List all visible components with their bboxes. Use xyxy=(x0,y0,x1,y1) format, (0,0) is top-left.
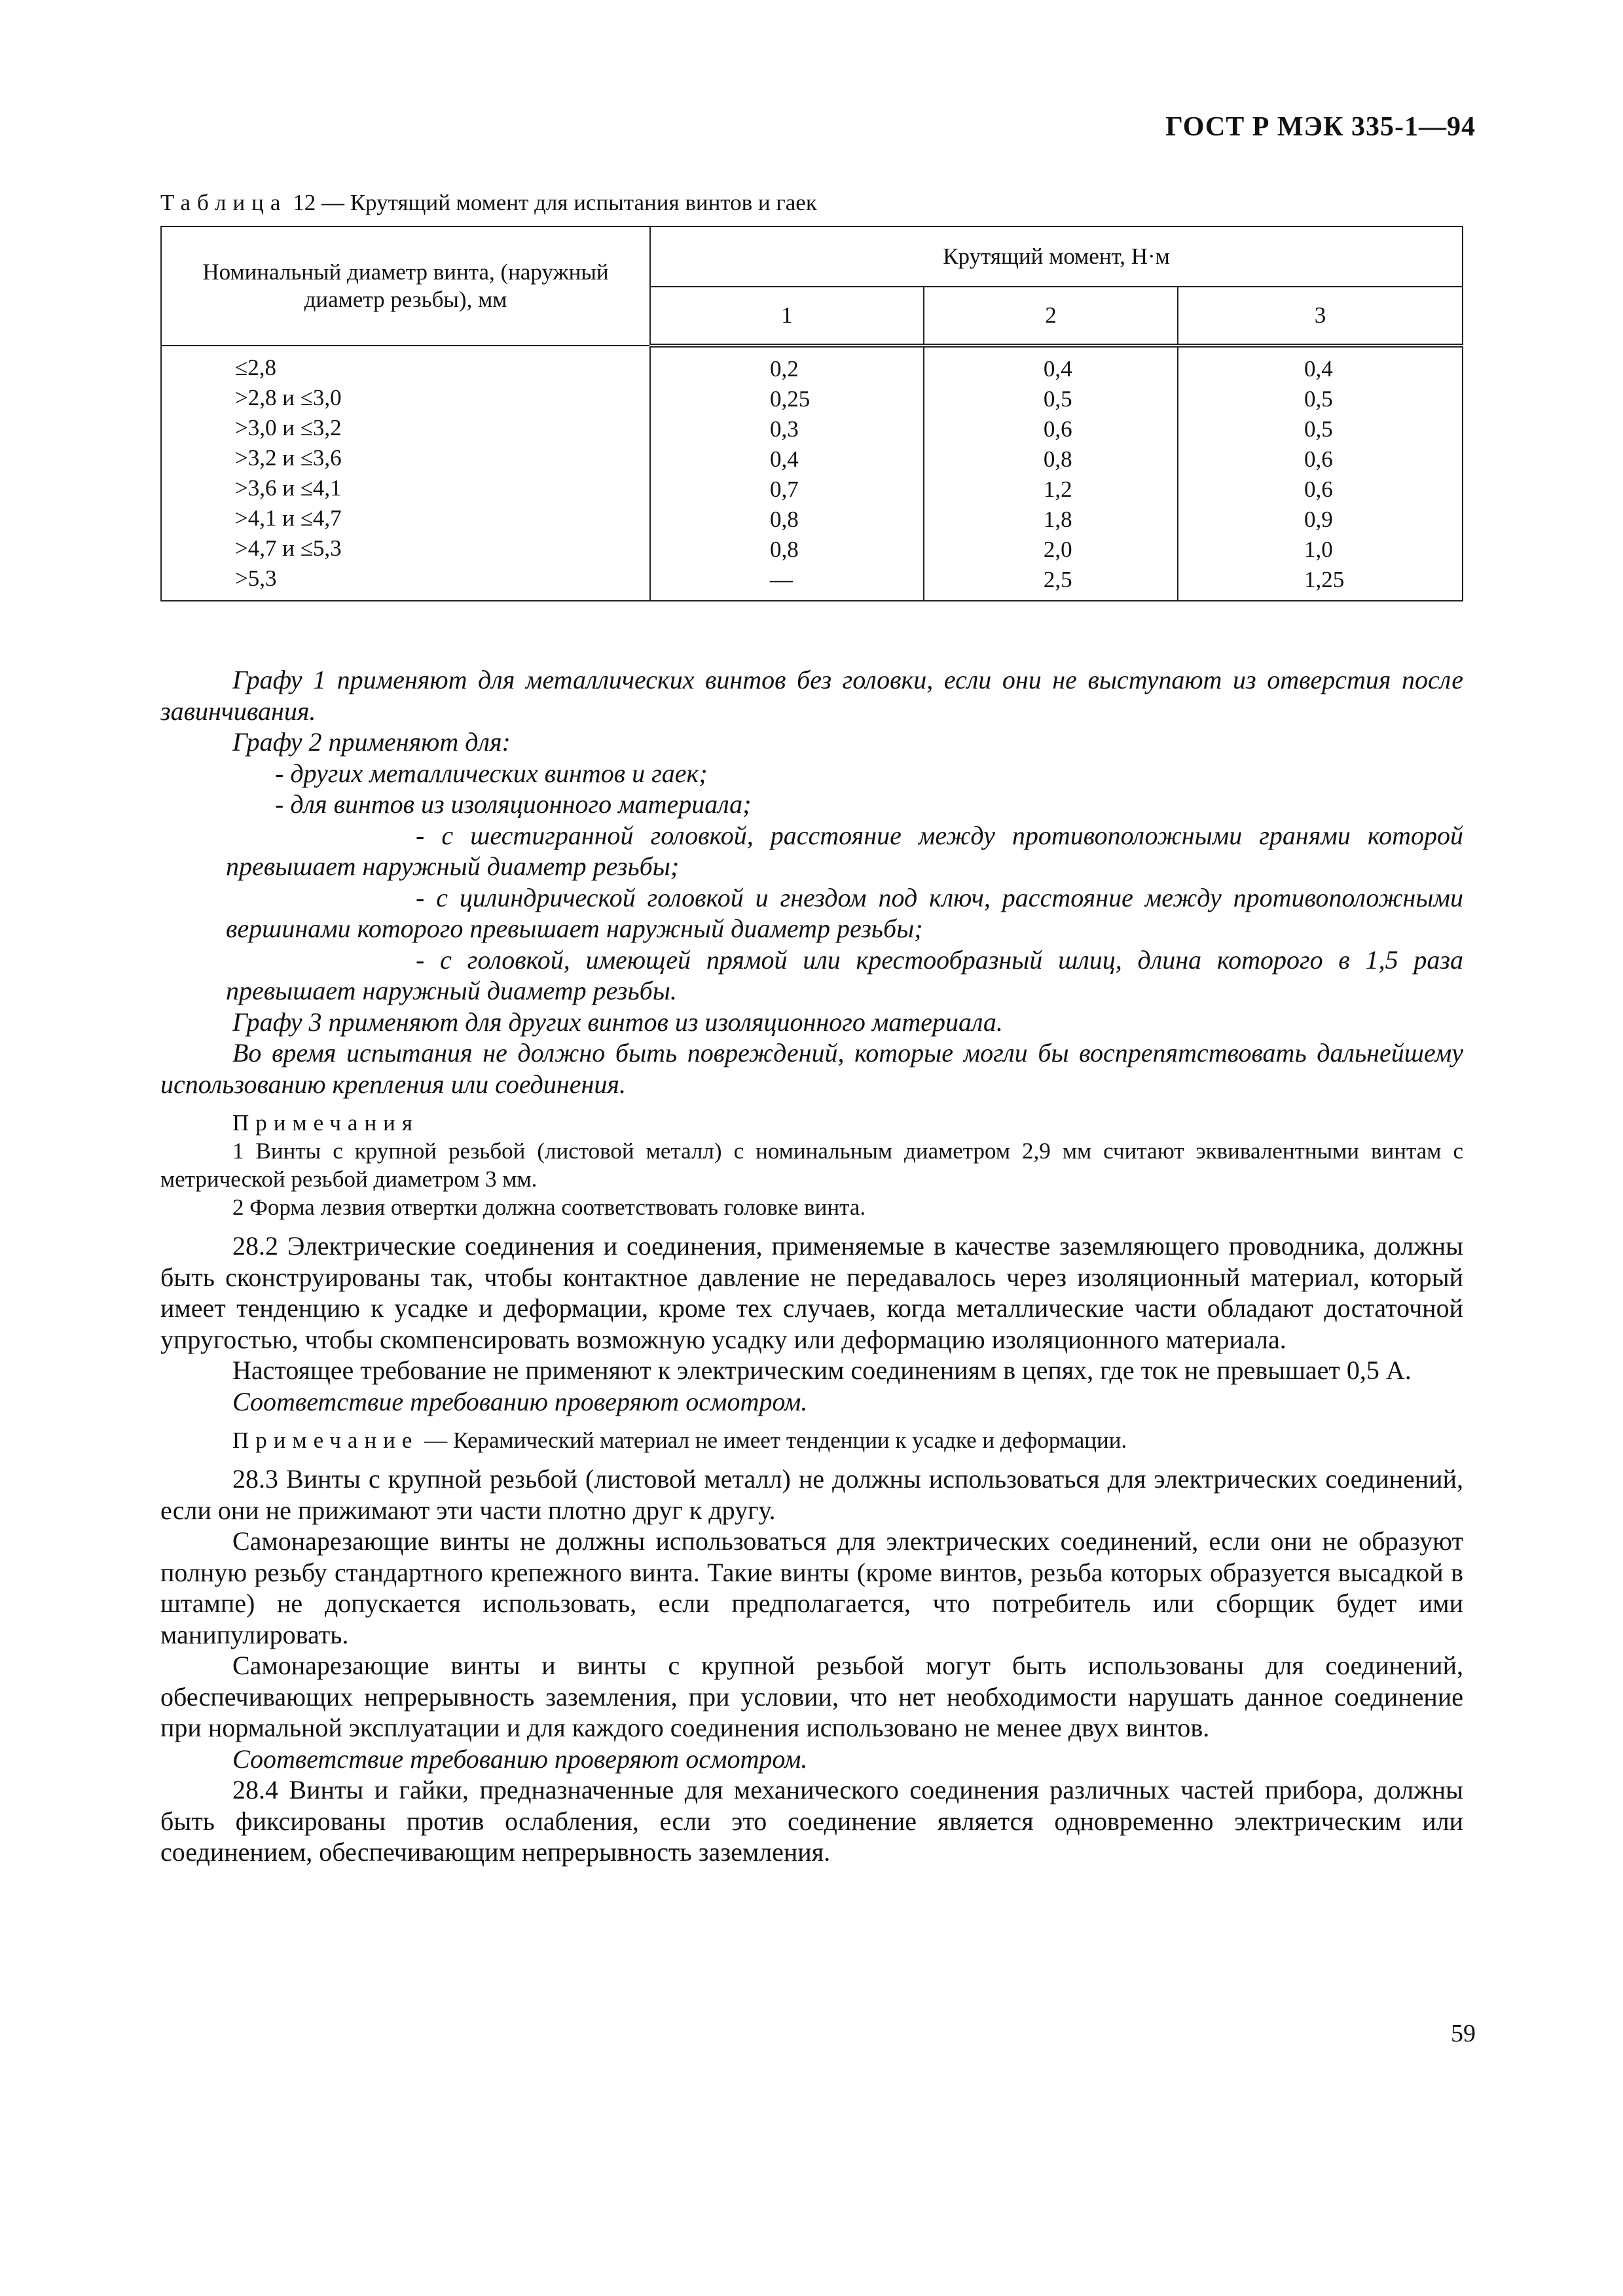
list-item: - с цилиндрической головкой и гнездом под ключ, расстояние между противоположными вершинами которого превышает наружный диаметр резьбы; xyxy=(226,882,1463,943)
torque-column-2 xyxy=(924,346,1178,601)
table-body-row xyxy=(161,346,1463,601)
column-header-torque: Крутящий момент, Н·м xyxy=(650,226,1463,287)
note: 2 Форма лезвия отвертки должна соответствовать головке винта. xyxy=(232,1194,866,1220)
body-text xyxy=(160,664,1463,1868)
paragraph: Соответствие требованию проверяют осмотром. xyxy=(232,1386,808,1416)
table-cell: >4,1 и ≤4,7 xyxy=(235,505,342,531)
table-cell: 1,0 xyxy=(1304,537,1333,562)
document-header: ГОСТ Р МЭК 335-1—94 xyxy=(1165,112,1476,142)
torque-table xyxy=(160,226,1463,601)
note xyxy=(160,1426,1463,1454)
table-cell: ≤2,8 xyxy=(235,355,276,380)
table-cell: 2,5 xyxy=(1043,567,1072,592)
list-item: - других металлических винтов и гаек; xyxy=(275,758,708,788)
table-caption xyxy=(160,190,817,216)
table-caption-title: 12 — Крутящий момент для испытания винтов и гаек xyxy=(293,190,817,215)
notes-title: Примечания xyxy=(232,1110,420,1136)
table-cell: 0,25 xyxy=(770,386,811,412)
list-item: - с головкой, имеющей прямой или крестообразный шлиц, длина которого в 1,5 раза превышает наружный диаметр резьбы. xyxy=(226,944,1463,1005)
table-cell: 0,4 xyxy=(1043,356,1072,382)
table-caption-label: Таблица xyxy=(160,190,287,215)
table-cell: 0,6 xyxy=(1043,416,1072,442)
list-item: - с шестигранной головкой, расстояние между противоположными гранями которой превышает наружный диаметр резьбы; xyxy=(226,820,1463,881)
paragraph: Соответствие требованию проверяют осмотром. xyxy=(232,1744,808,1774)
table-cell: 0,7 xyxy=(770,476,799,502)
table-cell: 0,8 xyxy=(770,537,799,562)
note-text: — Керамический материал не имеет тенденции к усадке и деформации. xyxy=(418,1427,1127,1453)
paragraph: Самонарезающие винты и винты с крупной резьбой могут быть использованы для соединений, обеспечивающих непрерывность заземления, при условии, что нет необходимости нарушать данное соединение при нормальной эксплуатации и для каждого соединения использовано не менее двух винтов. xyxy=(160,1651,1463,1742)
paragraph: Самонарезающие винты не должны использоваться для электрических соединений, если они не образуют полную резьбу стандартного крепежного винта. Такие винты (кроме винтов, резьба которых образуется высадкой в штампе) не допускается использовать, если предполагается, что потребитель или сборщик будет ими манипулировать. xyxy=(160,1526,1463,1649)
paragraph: 28.3 Винты с крупной резьбой (листовой металл) не должны использоваться для электрических соединений, если они не прижимают эти части плотно друг к другу. xyxy=(160,1464,1463,1525)
paragraph: 28.4 Винты и гайки, предназначенные для механического соединения различных частей прибора, должны быть фиксированы против ослабления, если это соединение является одновременно электрическим или соединением, обеспечивающим непрерывность заземления. xyxy=(160,1775,1463,1867)
table-cell: >3,2 и ≤3,6 xyxy=(235,445,342,471)
diameter-column xyxy=(161,346,650,601)
table-cell: 0,8 xyxy=(770,507,799,532)
table-cell: 0,2 xyxy=(770,356,799,382)
table-cell: 1,8 xyxy=(1043,507,1072,532)
paragraph: Настоящее требование не применяют к электрическим соединениям в цепях, где ток не превышает 0,5 А. xyxy=(232,1355,1412,1385)
table-cell: 1,25 xyxy=(1304,567,1345,592)
table-cell: 0,5 xyxy=(1043,386,1072,412)
paragraph: Во время испытания не должно быть повреждений, которые могли бы воспрепятствовать дальнейшему использованию крепления или соединения. xyxy=(160,1038,1463,1099)
table-cell: — xyxy=(770,567,793,592)
paragraph: Графу 2 применяют для: xyxy=(232,727,511,757)
column-header-diameter: Номинальный диаметр винта, (наружный диаметр резьбы), мм xyxy=(161,226,650,346)
table-cell: 0,4 xyxy=(770,446,799,472)
table-cell: >5,3 xyxy=(235,565,277,591)
paragraph: Графу 3 применяют для других винтов из изоляционного материала. xyxy=(232,1007,1003,1037)
table-cell: 1,2 xyxy=(1043,476,1072,502)
torque-column-1 xyxy=(650,346,924,601)
page-number: 59 xyxy=(1451,2020,1476,2047)
paragraph: 28.2 Электрические соединения и соединения, применяемые в качестве заземляющего проводника, должны быть сконструированы так, чтобы контактное давление не передавалось через изоляционный материал, который имеет тенденцию к усадке и деформации, кроме тех случаев, когда металлические части обладают достаточной упругостью, чтобы скомпенсировать возможную усадку или деформацию изоляционного материала. xyxy=(160,1231,1463,1354)
table-cell: 2,0 xyxy=(1043,537,1072,562)
note-label: Примечание xyxy=(232,1427,419,1453)
table-cell: 0,5 xyxy=(1304,416,1333,442)
table-cell: >4,7 и ≤5,3 xyxy=(235,535,342,561)
table-cell: 0,8 xyxy=(1043,446,1072,472)
table-cell: >3,0 и ≤3,2 xyxy=(235,415,342,440)
table-cell: 0,6 xyxy=(1304,446,1333,472)
note: 1 Винты с крупной резьбой (листовой металл) с номинальным диаметром 2,9 мм считают эквивалентными винтам с метрической резьбой диаметром 3 мм. xyxy=(160,1138,1463,1192)
table-cell: 0,6 xyxy=(1304,476,1333,502)
column-number-1: 1 xyxy=(650,287,924,346)
table-cell: 0,9 xyxy=(1304,507,1333,532)
table-cell: >3,6 и ≤4,1 xyxy=(235,475,342,501)
table-cell: 0,4 xyxy=(1304,356,1333,382)
paragraph: Графу 1 применяют для металлических винтов без головки, если они не выступают из отверстия после завинчивания. xyxy=(160,665,1463,726)
table-cell: >2,8 и ≤3,0 xyxy=(235,385,342,410)
list-item: - для винтов из изоляционного материала; xyxy=(275,789,752,819)
table-cell: 0,5 xyxy=(1304,386,1333,412)
column-number-3: 3 xyxy=(1178,287,1463,346)
column-number-2: 2 xyxy=(924,287,1178,346)
torque-column-3 xyxy=(1178,346,1463,601)
table-cell: 0,3 xyxy=(770,416,799,442)
